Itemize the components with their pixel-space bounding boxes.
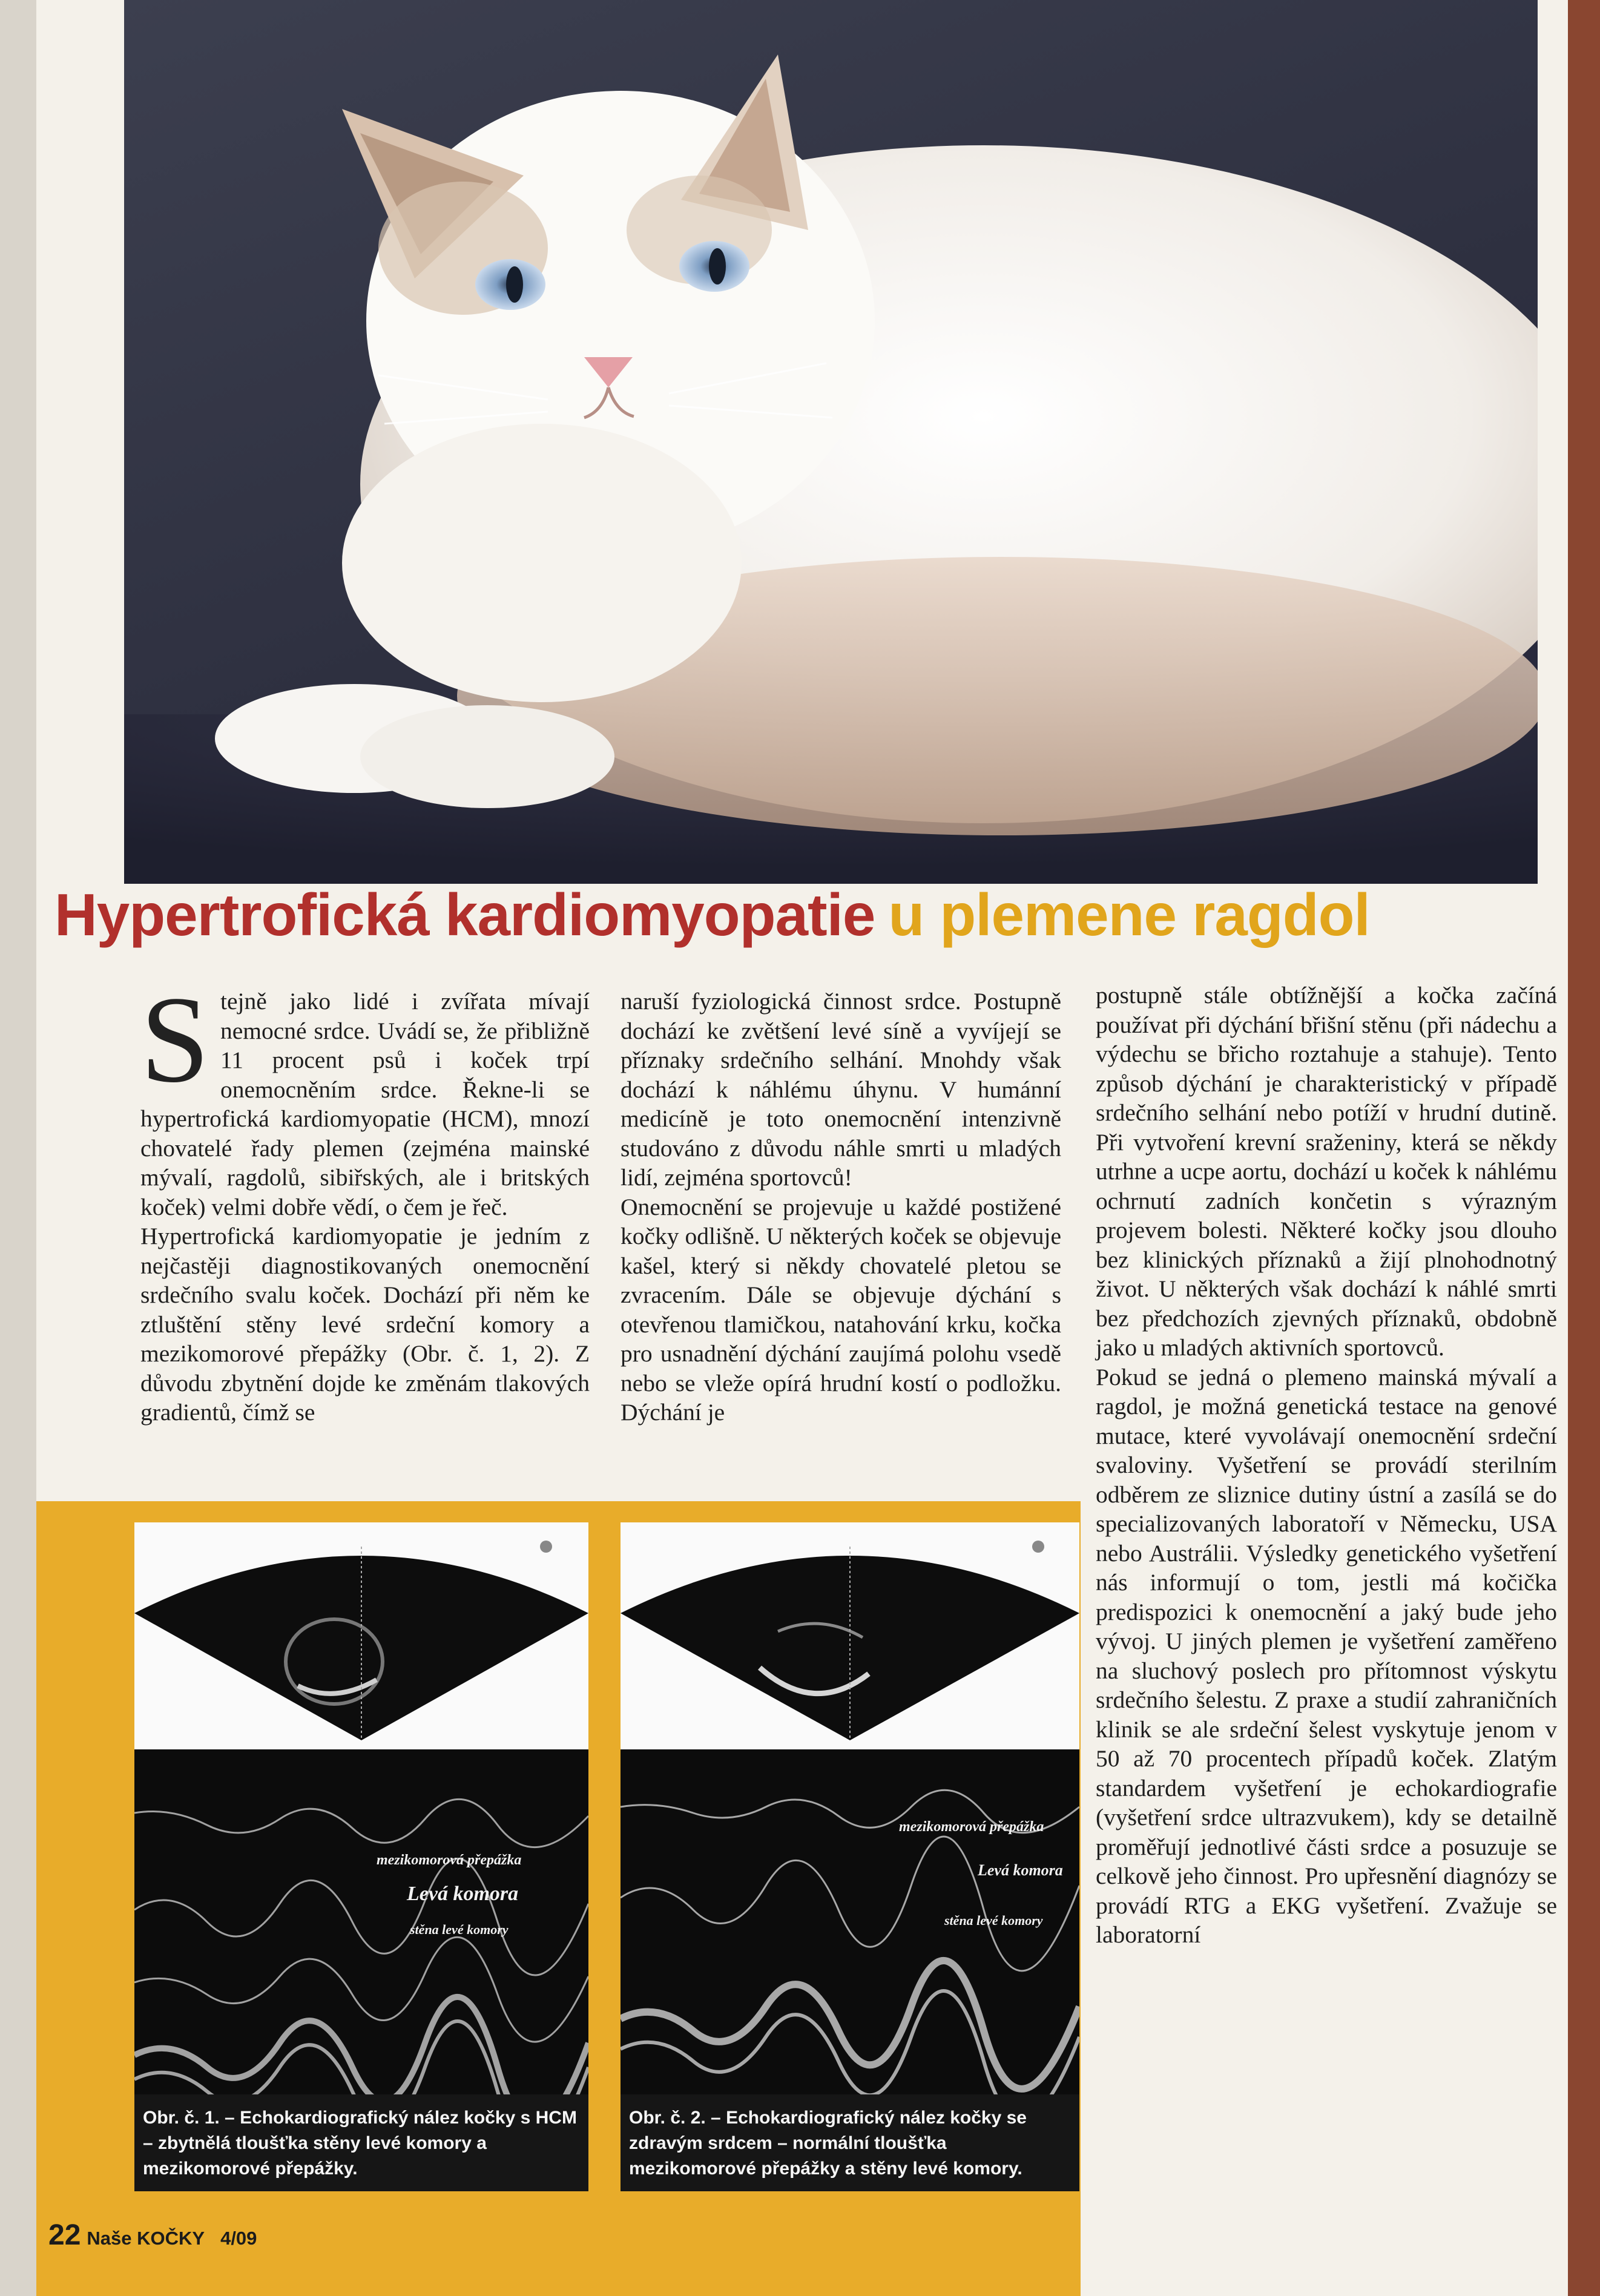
text-column-3 bbox=[1096, 981, 1557, 1950]
background-strip bbox=[1568, 0, 1600, 2296]
cat-illustration bbox=[124, 0, 1538, 884]
article-title bbox=[54, 881, 1544, 965]
paragraph: naruší fyziologická činnost srdce. Postupně dochází ke zvětšení levé síně a vyvíjejí se příznaky srdečního selhání. Mnohdy však dochází k náhlému úhynu. V humánní medicíně je toto onemocnění intenzivně studováno z důvodu náhle smrti u mladých lidí, zejména sportovců! bbox=[621, 988, 1061, 1191]
text-column-1 bbox=[140, 971, 590, 1427]
left-margin bbox=[0, 0, 36, 2296]
paragraph: postupně stále obtížnější a kočka začíná používat při dýchání břišní stěnu (při nádechu a výdechu se břicho roztahuje a stahuje). Tento způsob dýchání je charakteristický v případě srdečního selhání nebo potíží v hrudní dutině. Při vytvoření krevní sraženiny, která se někdy utrhne a ucpe aortu, dochází u koček k náhlému ochrnutí zadních končetin s výrazným projevem bolesti. Některé kočky jsou dlouho bez klinických příznaků a žijí plnohodnotný život. U některých však dochází k náhlé smrti bez předchozích zjevných příznaků, obdobně jako u mladých aktivních sportovců. bbox=[1096, 982, 1557, 1361]
title-part-yellow: u plemene ragdol bbox=[888, 881, 1370, 948]
echo-figure-2 bbox=[621, 1522, 1079, 2188]
page-footer bbox=[48, 2219, 257, 2252]
label-septum: mezikomorová přepážka bbox=[899, 1819, 1044, 1835]
label-ventricle-wall: stěna levé komory bbox=[944, 1913, 1043, 1928]
title-part-red: Hypertrofická kardiomyopatie bbox=[54, 881, 875, 948]
paragraph: Onemocnění se projevuje u každé postižené kočky odlišně. U některých koček se objevuje kašel, který si někdy chovatelé pletou se zvracením. Dále se objevuje dýchání s otevřenou tlamičkou, natahování krku, kočka pro usnadnění dýchání zaujímá polohu vsedě nebo se vleže opírá hrudní kostí o podložku. Dýchání je bbox=[621, 1193, 1061, 1426]
label-left-ventricle: Levá komora bbox=[978, 1861, 1063, 1879]
drop-cap: S bbox=[140, 971, 210, 1108]
magazine-name: Naše KOČKY bbox=[87, 2228, 205, 2249]
label-left-ventricle: Levá komora bbox=[407, 1883, 519, 1905]
issue-number: 4/09 bbox=[220, 2228, 257, 2249]
echo-figure-1 bbox=[134, 1522, 588, 2188]
paragraph bbox=[140, 971, 590, 1222]
figure-1-caption: Obr. č. 1. – Echokardiografický nález kočky s HCM – zbytnělá tloušťka stěny levé komory a mezikomorové přepážky. bbox=[134, 2094, 588, 2191]
cat-photo bbox=[124, 0, 1538, 884]
paragraph-text: tejně jako lidé i zvířata mívají nemocné srdce. Uvádí se, že přibližně 11 procent psů i koček trpí onemocněním srdce. Řekne-li se hypertrofická kardiomyopatie (HCM), mnozí chovatelé řady plemen (zejména mainské mývalí, ragdolů, sibiřských, ale i britských koček) velmi dobře vědí, o čem je řeč. bbox=[140, 988, 590, 1220]
figure-2-caption: Obr. č. 2. – Echokardiografický nález kočky se zdravým srdcem – normální tloušťka mezikomorové přepážky a stěny levé komory. bbox=[621, 2094, 1079, 2191]
paragraph: Pokud se jedná o plemeno mainská mývalí a ragdol, je možná genetická testace na genové mutace, které vyvolávají onemocnění srdeční svaloviny. Vyšetření se provádí sterilním odběrem ze sliznice dutiny ústní a zasílá se do specializovaných laboratoří v Německu, USA nebo Austrálii. Výsledky genetického vyšetření nás informují o tom, jestli má kočička predispozici k onemocnění a jaký bude jeho vývoj. U jiných plemen je vyšetření zaměřeno na sluchový poslech pro přítomnost výskytu srdečního šelestu. Z praxe a studií zahraničních klinik se ale srdeční šelest vyskytuje jenom v 50 až 70 procentech případů koček. Zlatým standardem vyšetření je echokardiografie (vyšetření srdce ultrazvukem), kdy se detailně proměřují jednotlivé části srdce a posuzuje se celkově jeho činnost. Pro upřesnění diagnózy se provádí RTG a EKG vyšetření. Zvažuje se laboratorní bbox=[1096, 1363, 1557, 1948]
text-column-2 bbox=[621, 987, 1061, 1427]
label-ventricle-wall: stěna levé komory bbox=[410, 1922, 509, 1937]
echocardiogram-image bbox=[621, 1522, 1079, 2188]
label-septum: mezikomorová přepážka bbox=[377, 1852, 522, 1868]
paragraph: Hypertrofická kardiomyopatie je jedním z nejčastěji diagnostikovaných onemocnění srdečního svalu koček. Dochází při něm ke ztluštění stěny levé srdeční komory a mezikomorové přepážky (Obr. č. 1, 2). Z důvodu zbytnění dojde ke změnám tlakových gradientů, čímž se bbox=[140, 1223, 590, 1426]
page-number: 22 bbox=[48, 2219, 81, 2251]
